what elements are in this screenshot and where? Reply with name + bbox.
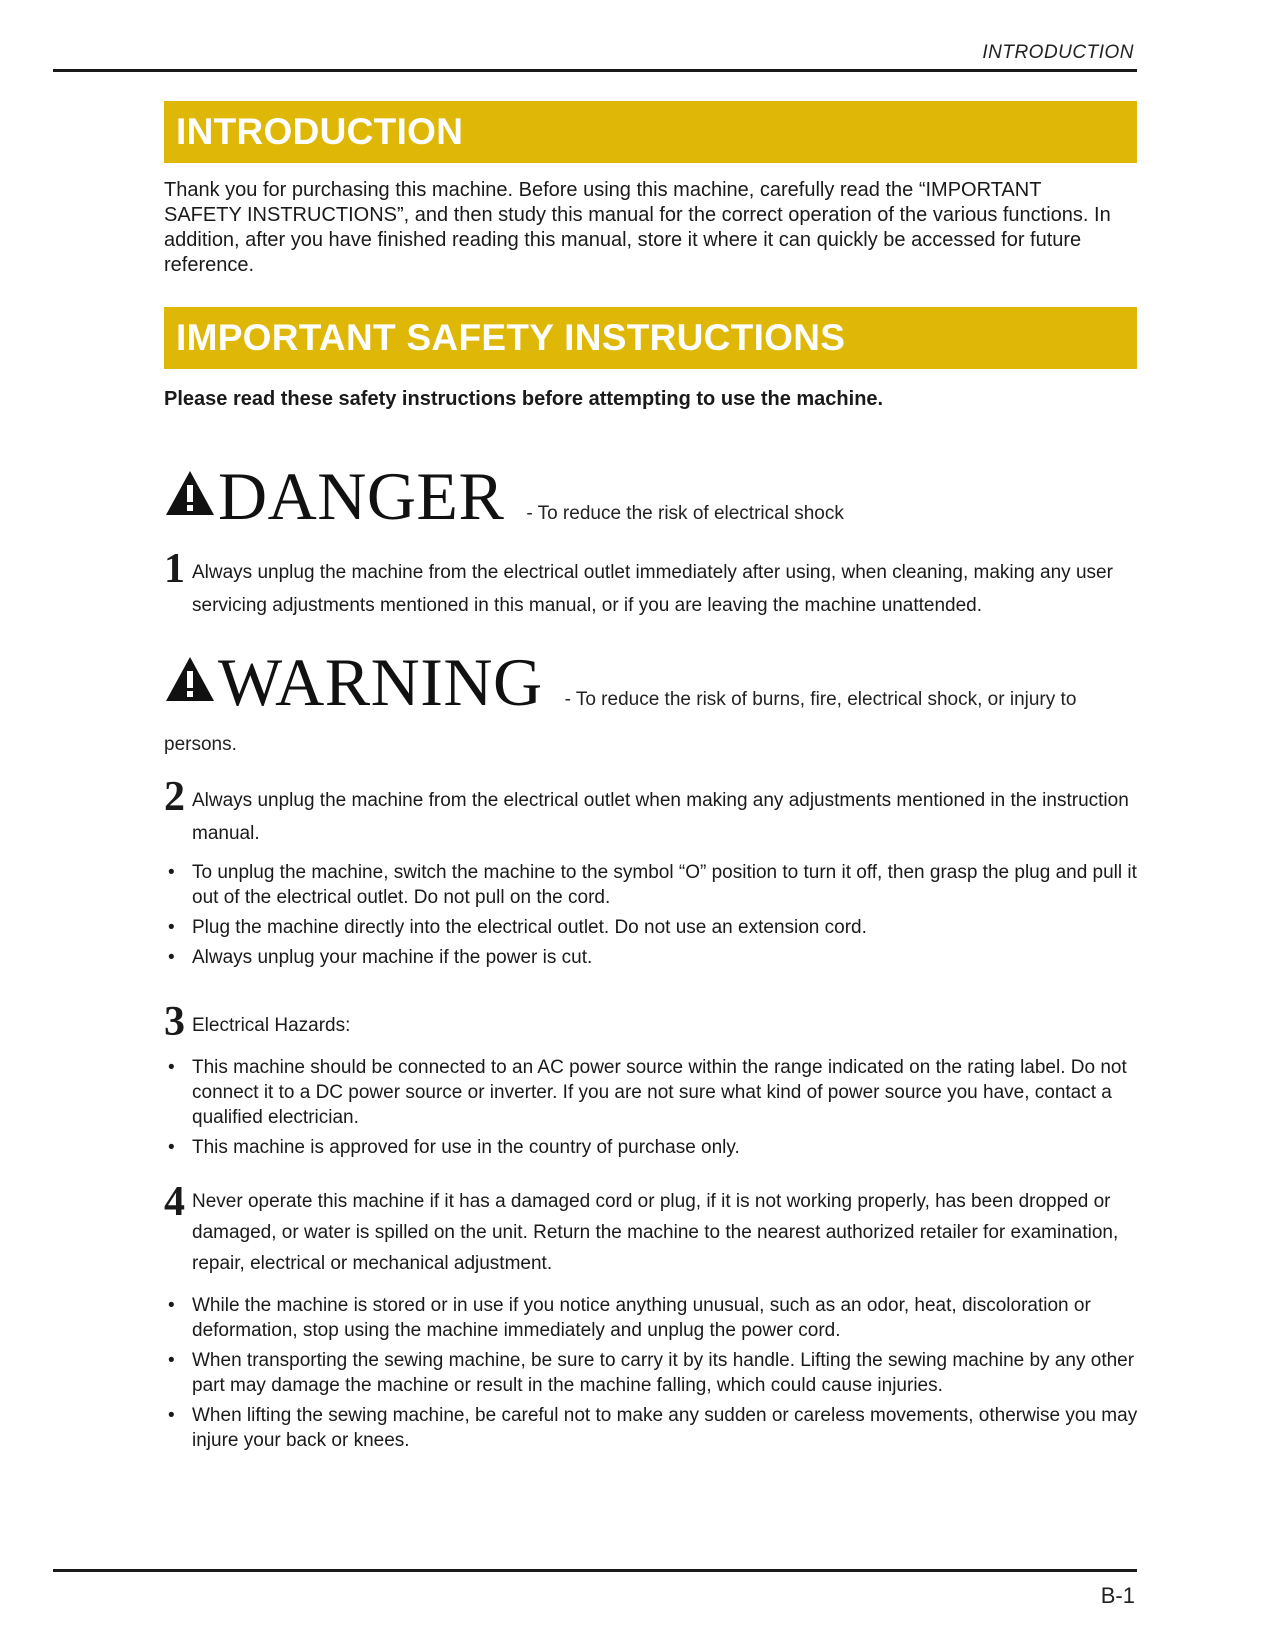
item-2-bullets (164, 860, 1139, 975)
list-item: • This machine should be connected to an AC power source within the range indicated on the rating label. Do not connect it to a DC power source or inverter. If you are not sure what kind of power source you have, contact a qualified electrician. (164, 1055, 1139, 1130)
list-item: • When lifting the sewing machine, be careful not to make any sudden or careless movements, otherwise you may injure your back or knees. (164, 1403, 1139, 1453)
item-text: Electrical Hazards: (192, 1015, 351, 1036)
item-text: Always unplug the machine from the electrical outlet immediately after using, when cleaning, making any user servicing adjustments mentioned in this manual, or if you are leaving the machine unattended. (192, 562, 1113, 616)
list-item: • Plug the machine directly into the electrical outlet. Do not use an extension cord. (164, 915, 1139, 940)
intro-paragraph: Thank you for purchasing this machine. Before using this machine, carefully read the “IMPORTANT SAFETY INSTRUCTIONS”, and then study this manual for the correct operation of the various functions. In addition, after you have finished reading this manual, store it where it can quickly be accessed for future reference. (164, 179, 1111, 276)
page-number: B-1 (1100, 1583, 1135, 1608)
bottom-rule (53, 1569, 1137, 1572)
item-number: 2 (164, 774, 185, 820)
list-item: • This machine is approved for use in the country of purchase only. (164, 1135, 1139, 1160)
intro-heading: INTRODUCTION (164, 101, 1137, 163)
list-item: • When transporting the sewing machine, be sure to carry it by its handle. Lifting the sewing machine by any other part may damage the machine or result in the machine falling, which could cause injuries. (164, 1348, 1139, 1398)
warning-word: WARNING (218, 644, 543, 720)
safety-heading: IMPORTANT SAFETY INSTRUCTIONS (164, 307, 1137, 369)
running-head: INTRODUCTION (982, 42, 1134, 63)
safety-lead: Please read these safety instructions before attempting to use the machine. (164, 388, 884, 410)
item-text: Never operate this machine if it has a damaged cord or plug, if it is not working properly, has been dropped or damaged, or water is spilled on the unit. Return the machine to the nearest authorized retailer for examination, repair, electrical or mechanical adjustment. (192, 1191, 1119, 1274)
list-item: • To unplug the machine, switch the machine to the symbol “O” position to turn it off, then grasp the plug and pull it out of the electrical outlet. Do not pull on the cord. (164, 860, 1139, 910)
item-number: 1 (164, 546, 185, 592)
warning-triangle-icon (164, 655, 218, 705)
danger-signal (164, 458, 844, 534)
item-text: Always unplug the machine from the electrical outlet when making any adjustments mentioned in the instruction manual. (192, 790, 1129, 844)
danger-word: DANGER (218, 458, 505, 534)
item-number: 4 (164, 1179, 185, 1225)
item-4-bullets (164, 1293, 1139, 1458)
warning-description-continued: persons. (164, 734, 237, 755)
top-rule (53, 69, 1137, 72)
list-item: • While the machine is stored or in use if you notice anything unusual, such as an odor, heat, discoloration or deformation, stop using the machine immediately and unplug the power cord. (164, 1293, 1139, 1343)
danger-description: - To reduce the risk of electrical shock (526, 503, 844, 524)
item-number: 3 (164, 999, 185, 1045)
list-item: • Always unplug your machine if the power is cut. (164, 945, 1139, 970)
warning-description: - To reduce the risk of burns, fire, electrical shock, or injury to (564, 689, 1077, 710)
warning-signal (164, 644, 1077, 720)
item-3-bullets (164, 1055, 1139, 1165)
danger-warning-triangle-icon (164, 469, 218, 519)
